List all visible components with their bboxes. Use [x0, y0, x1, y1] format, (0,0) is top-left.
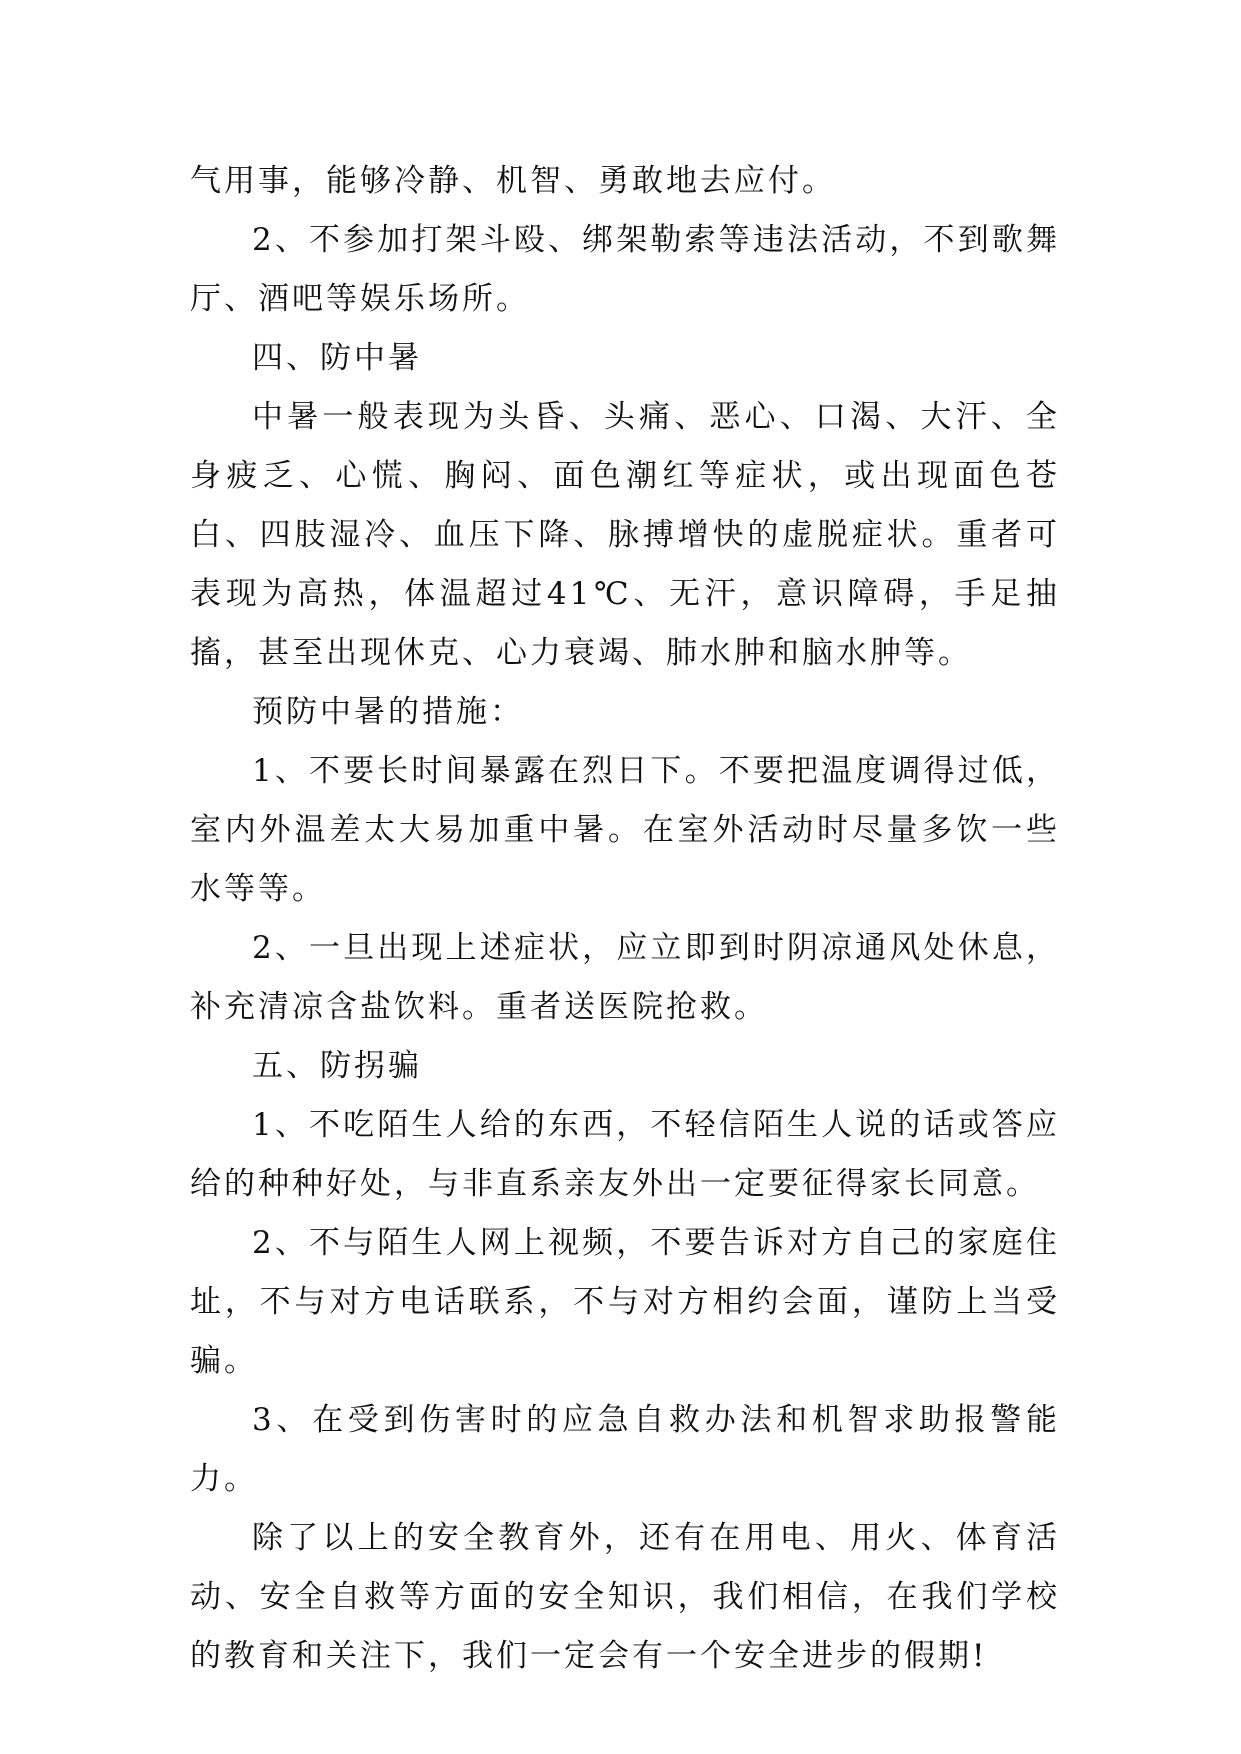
paragraph-abduction-item-3: 3、在受到伤害时的应急自救办法和机智求助报警能力。: [190, 1402, 1060, 1497]
section-heading-anti-abduction: 五、防拐骗: [252, 1048, 422, 1084]
paragraph-abduction-item-1: 1、不吃陌生人给的东西，不轻信陌生人说的话或答应给的种种好处，与非直系亲友外出一定要征得家长同意。: [190, 1107, 1060, 1202]
paragraph-prevention-item-1: 1、不要长时间暴露在烈日下。不要把温度调得过低，室内外温差太大易加重中暑。在室外活动时尽量多饮一些水等等。: [190, 753, 1060, 907]
section-heading-heatstroke: 四、防中暑: [252, 340, 422, 376]
paragraph-conclusion: 除了以上的安全教育外，还有在用电、用火、体育活动、安全自救等方面的安全知识，我们相信，在我们学校的教育和关注下，我们一定会有一个安全进步的假期!: [190, 1520, 1060, 1674]
paragraph-continuation: 气用事，能够冷静、机智、勇敢地去应付。: [190, 163, 836, 199]
paragraph-item-no-fighting: 2、不参加打架斗殴、绑架勒索等违法活动，不到歌舞厅、酒吧等娱乐场所。: [190, 222, 1060, 317]
paragraph-prevention-item-2: 2、一旦出现上述症状，应立即到时阴凉通风处休息，补充清凉含盐饮料。重者送医院抢救。: [190, 930, 1060, 1025]
document-body: [190, 152, 1060, 1686]
paragraph-heatstroke-symptoms: 中暑一般表现为头昏、头痛、恶心、口渴、大汗、全身疲乏、心慌、胸闷、面色潮红等症状，或出现面色苍白、四肢湿冷、血压下降、脉搏增快的虚脱症状。重者可表现为高热，体温超过41℃、无汗，意识障碍，手足抽搐，甚至出现休克、心力衰竭、肺水肿和脑水肿等。: [190, 399, 1060, 671]
paragraph-prevention-title: 预防中暑的措施：: [252, 694, 524, 730]
paragraph-abduction-item-2: 2、不与陌生人网上视频，不要告诉对方自己的家庭住址，不与对方电话联系，不与对方相约会面，谨防上当受骗。: [190, 1225, 1060, 1379]
